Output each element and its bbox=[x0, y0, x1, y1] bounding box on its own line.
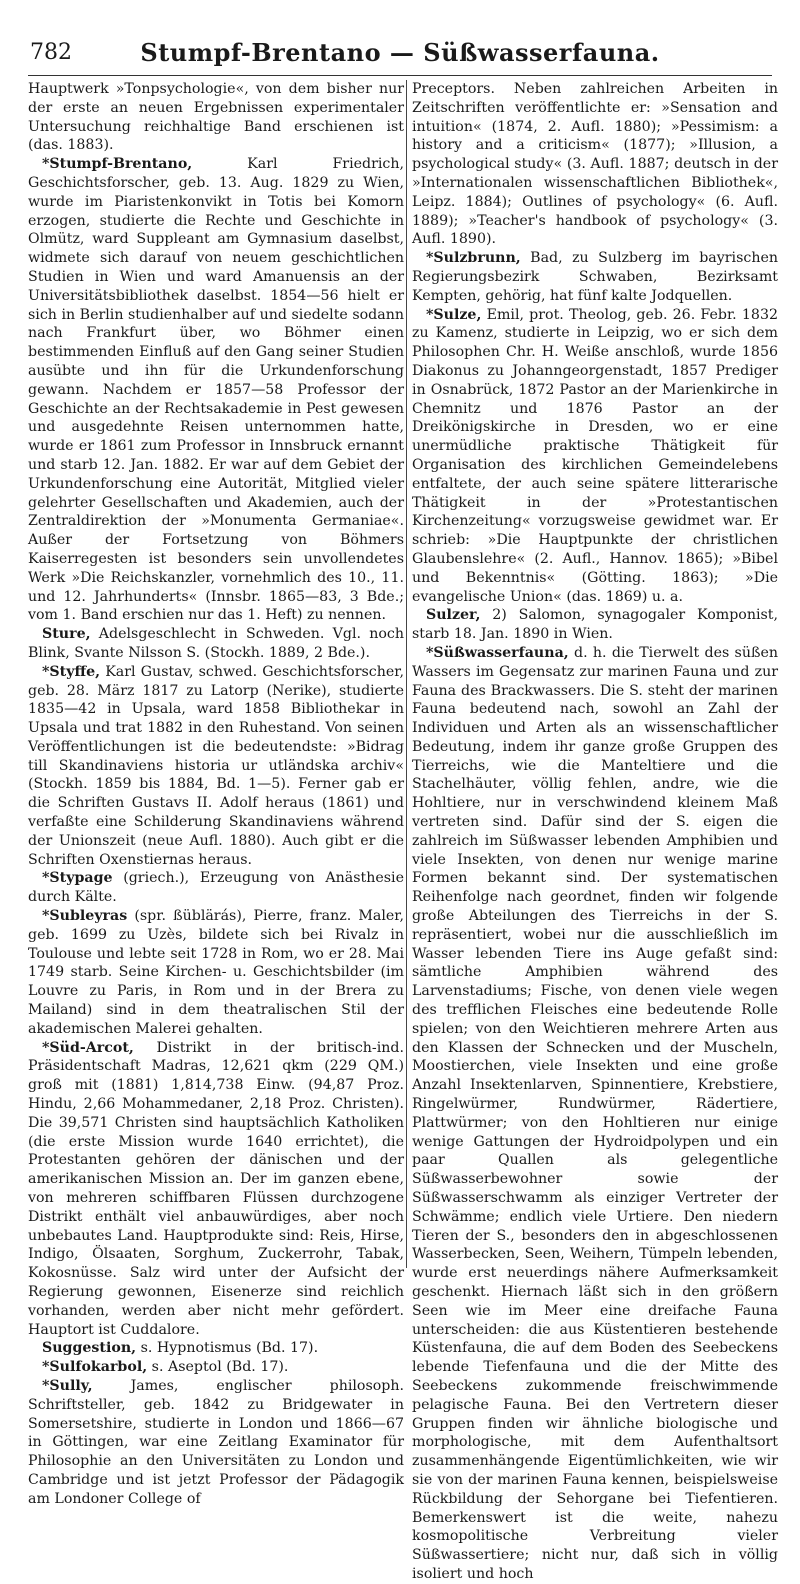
entry-text: Bad, zu Sulzberg im bayrischen Regierungsbezirk Schwaben, Bezirksamt Kempten, gehörig, hat fünf kalte Jodquellen. bbox=[412, 250, 778, 304]
lexicon-entry bbox=[412, 249, 778, 305]
entry-text: s. Hypnotismus (Bd. 17). bbox=[136, 1340, 319, 1357]
entry-text: Distrikt in der britisch-ind. Präsidentschaft Madras, 12,621 qkm (229 QM.) groß mit (1881) 1,814,738 Einw. (94,87 Proz. Hindu, 2,66 Mohammedaner, 2,18 Proz. Christen). Die 39,571 Christen sind hauptsächlich Katholiken (die erste Mission wurde 1640 errichtet), die Protestanten gehören der dänischen und der amerikanischen Mission an. Der im ganzen ebene, von mehreren schiffbaren Flüssen durchzogene Distrikt enthält viel anbauwürdiges, aber noch unbebautes Land. Hauptprodukte sind: Reis, Hirse, Indigo, Ölsaaten, Sorghum, Zuckerrohr, Tabak, Kokosnüsse. Salz wird unter der Aufsicht der Regierung gewonnen, Eisenerze sind reichlich vorhanden, werden aber nicht mehr gefördert. Hauptort ist Cuddalore. bbox=[28, 1039, 404, 1338]
entry-text: 2) Salomon, synagogaler Komponist, starb 18. Jan. 1890 in Wien. bbox=[412, 607, 778, 643]
lexicon-entry bbox=[28, 155, 404, 625]
right-column bbox=[412, 80, 778, 1582]
entry-text: Karl Friedrich, Geschichtsforscher, geb. 13. Aug. 1829 zu Wien, wurde im Piaristenkonvikt in Totis bei Komorn erzogen, studierte die Rechte und Geschichte in Olmütz, ward Suppleant am Gymnasium daselbst, widmete sich darauf von neuem geschichtlichen Studien in Wien und ward Amanuensis an der Universitätsbibliothek daselbst. 1854—56 hielt er sich in Berlin studienhalber auf und siedelte sodann nach Frankfurt über, wo Böhmer einen bestimmenden Einfluß auf den Gang seiner Studien ausübte und ihn für die Urkundenforschung gewann. Nachdem er 1857—58 Professor der Geschichte an der Rechtsakademie in Pest gewesen und ausgedehnte Reisen unternommen hatte, wurde er 1861 zum Professor in Innsbruck ernannt und starb 12. Jan. 1882. Er war auf dem Gebiet der Urkundenforschung eine Autorität, Mitglied vieler gelehrter Gesellschaften und Akademien, auch der Zentraldirektion der »Monumenta Germaniae«. Außer der Fortsetzung von Böhmers Kaiserregesten ist besonders sein unvollendetes Werk »Die Reichskanzler, vornehmlich des 10., 11. und 12. Jahrhunderts« (Innsbr. 1865—83, 3 Bde.; vom 1. Band erschien nur das 1. Heft) zu nennen. bbox=[28, 156, 404, 624]
lexicon-entry bbox=[28, 663, 404, 870]
entry-headword: *Subleyras bbox=[42, 908, 128, 925]
lexicon-entry bbox=[412, 306, 778, 607]
entry-text: James, englischer philosoph. Schriftsteller, geb. 1842 zu Bridgewater in Somersetshire, studierte in London und 1866—67 in Göttingen, war eine Zeitlang Examinator für Philosophie an den Universitäten zu London und Cambridge und ist jetzt Professor der Pädagogik am Londoner College of bbox=[28, 1377, 404, 1507]
entry-text: s. Aseptol (Bd. 17). bbox=[147, 1359, 289, 1376]
left-column bbox=[28, 80, 404, 1507]
entry-headword: Sture, bbox=[42, 626, 91, 643]
entry-headword: *Sulze, bbox=[426, 306, 482, 323]
entry-headword: *Sulfokarbol, bbox=[42, 1359, 148, 1376]
lexicon-entry bbox=[28, 869, 404, 907]
lexicon-entry bbox=[28, 1039, 404, 1340]
entry-text: Hauptwerk »Tonpsychologie«, von dem bisher nur der erste an neuen Ergebnissen experimentaler Untersuchung reichhaltige Band erschienen ist (das. 1883). bbox=[28, 81, 404, 154]
entry-headword: Suggestion, bbox=[42, 1340, 137, 1357]
running-head: Stumpf-Brentano — Süßwasserfauna. bbox=[140, 38, 660, 67]
entry-headword: *Sulzbrunn, bbox=[426, 250, 521, 267]
entry-text: Adelsgeschlecht in Schweden. Vgl. noch Blink, Svante Nilsson S. (Stockh. 1889, 2 Bde.). bbox=[28, 626, 404, 661]
lexicon-entry bbox=[28, 907, 404, 1039]
column-divider bbox=[406, 80, 407, 1268]
page-header bbox=[28, 36, 772, 76]
entry-text: Karl Gustav, schwed. Geschichtsforscher, geb. 28. März 1817 zu Latorp (Nerike), studierte 1835—42 in Upsala, ward 1858 Bibliothekar in Upsala und trat 1882 in den Ruhestand. Von seinen Veröffentlichungen ist die bedeutendste: »Bidrag till Skandinaviens historia ur utländska archiv« (Stockh. 1859 bis 1884, Bd. 1—5). Ferner gab er die Schriften Gustavs II. Adolf heraus (1861) und verfaßte eine Schilderung Skandinaviens während der Unionszeit (neue Aufl. 1880). Auch gibt er die Schriften Oxenstiernas heraus. bbox=[28, 663, 404, 868]
entry-headword: *Stumpf-Brentano, bbox=[42, 156, 193, 173]
entry-text: d. h. die Tierwelt des süßen Wassers im Gegensatz zur marinen Fauna und zur Fauna des Brackwassers. Die S. steht der marinen Fauna bedeutend nach, sowohl an Zahl der Individuen und Arten als an wissenschaftlicher Bedeutung, indem ihr ganze große Gruppen des Tierreichs, wie die Manteltiere und die Stachelhäuter, völlig fehlen, andre, wie die Hohltiere, nur in verschwindend kleinem Maß vertreten sind. Dafür sind der S. eigen die zahlreich im Süßwasser lebenden Amphibien und viele Insekten, von denen nur wenige marine Formen bekannt sind. Der systematischen Reihenfolge nach geordnet, finden wir folgende große Abteilungen des Tierreichs in der S. repräsentiert, wobei nur die ausschließlich im Wasser lebenden Tiere ins Auge gefaßt sind: sämtliche Amphibien während des Larvenstadiums; Fische, von denen viele wegen des trefflichen Fleisches eine bedeutende Rolle spielen; von den Weichtieren mehrere Arten aus den Klassen der Schnecken und der Muscheln, Moostierchen, viele Insekten und eine große Anzahl Insektenlarven, Spinnentiere, Krebstiere, Ringelwürmer, Rundwürmer, Rädertiere, Plattwürmer; von den Hohltieren nur einige wenige Gattungen der Hydroidpolypen und ein paar Quallen als gelegentliche Süßwasserbewohner sowie der Süßwasserschwamm als einziger Vertreter der Schwämme; endlich viele Urtiere. Den niedern Tieren der S., besonders den in abgeschlossenen Wasserbecken, Seen, Weihern, Tümpeln lebenden, wurde erst neuerdings nähere Aufmerksamkeit geschenkt. Hiernach läßt sich in den größern Seen wie im Meer eine dreifache Fauna unterscheiden: die aus Küstentieren bestehende Küstenfauna, die auf dem Boden des Seebeckens lebende Tiefenfauna und die der Mitte des Seebeckens zukommende freischwimmende pelagische Fauna. Bei den Vertretern dieser Gruppen finden wir ähnliche biologische und morphologische, mit dem Aufenthaltsort zusammenhängende Eigentümlichkeiten, wie wir sie von der marinen Fauna kennen, beispielsweise Rückbildung der Sehorgane bei Tiefentieren. Bemerkenswert ist die weite, nahezu kosmopolitische Verbreitung vieler Süßwassertiere; nicht nur, daß sich in völlig isoliert und hoch bbox=[412, 644, 778, 1582]
page-number: 782 bbox=[30, 40, 72, 65]
lexicon-entry bbox=[28, 1339, 404, 1358]
lexicon-entry bbox=[28, 625, 404, 663]
lexicon-entry bbox=[412, 644, 778, 1584]
entry-headword: *Süd-Arcot, bbox=[42, 1039, 134, 1056]
continued-entry bbox=[28, 80, 404, 155]
entry-headword: *Sully, bbox=[42, 1377, 93, 1394]
continued-entry bbox=[412, 80, 778, 249]
entry-text: Emil, prot. Theolog, geb. 26. Febr. 1832 zu Kamenz, studierte in Leipzig, wo er sich dem Philosophen Chr. H. Weiße anschloß, wurde 1856 Diakonus zu Johanngeorgenstadt, 1857 Prediger in Osnabrück, 1872 Pastor an der Marienkirche in Chemnitz und 1876 Pastor an der Dreikönigskirche in Dresden, wo er eine unermüdliche praktische Thätigkeit für Organisation des kirchlichen Gemeindelebens entfaltete, der auch seine spätere litterarische Thätigkeit in der »Protestantischen Kirchenzeitung« vorzugsweise gewidmet war. Er schrieb: »Die Hauptpunkte der christlichen Glaubenslehre« (2. Aufl., Hannov. 1865); »Bibel und Bekenntnis« (Götting. 1863); »Die evangelische Union« (das. 1869) u. a. bbox=[412, 306, 778, 605]
lexicon-entry bbox=[28, 1358, 404, 1377]
entry-headword: Sulzer, bbox=[426, 607, 481, 624]
entry-headword: *Stypage bbox=[42, 870, 113, 887]
entry-headword: *Süßwasserfauna, bbox=[426, 644, 569, 661]
lexicon-entry bbox=[28, 1377, 404, 1509]
entry-text: (spr. ßüblärás), Pierre, franz. Maler, geb. 1699 zu Uzès, bildete sich bei Rivalz in Toulouse und lebte seit 1728 in Rom, wo er 28. Mai 1749 starb. Seine Kirchen- u. Geschichtsbilder (im Louvre zu Paris, in Rom und in der Brera zu Mailand) sind in dem theatralischen Stil der akademischen Malerei gehalten. bbox=[28, 908, 404, 1037]
lexicon-entry bbox=[412, 606, 778, 644]
entry-text: Preceptors. Neben zahlreichen Arbeiten in Zeitschriften veröffentlichte er: »Sensation and intuition« (1874, 2. Aufl. 1880); »Pessimism: a history and a criticism« (1877); »Illusion, a psychological study« (3. Aufl. 1887; deutsch in der »Internationalen wissenschaftlichen Bibliothek«, Leipz. 1884); Outlines of psychology« (6. Aufl. 1889); »Teacher's handbook of psychology« (3. Aufl. 1890). bbox=[412, 81, 778, 248]
entry-text: (griech.), Erzeugung von Anästhesie durch Kälte. bbox=[28, 870, 404, 906]
entry-headword: *Styffe, bbox=[42, 663, 101, 680]
